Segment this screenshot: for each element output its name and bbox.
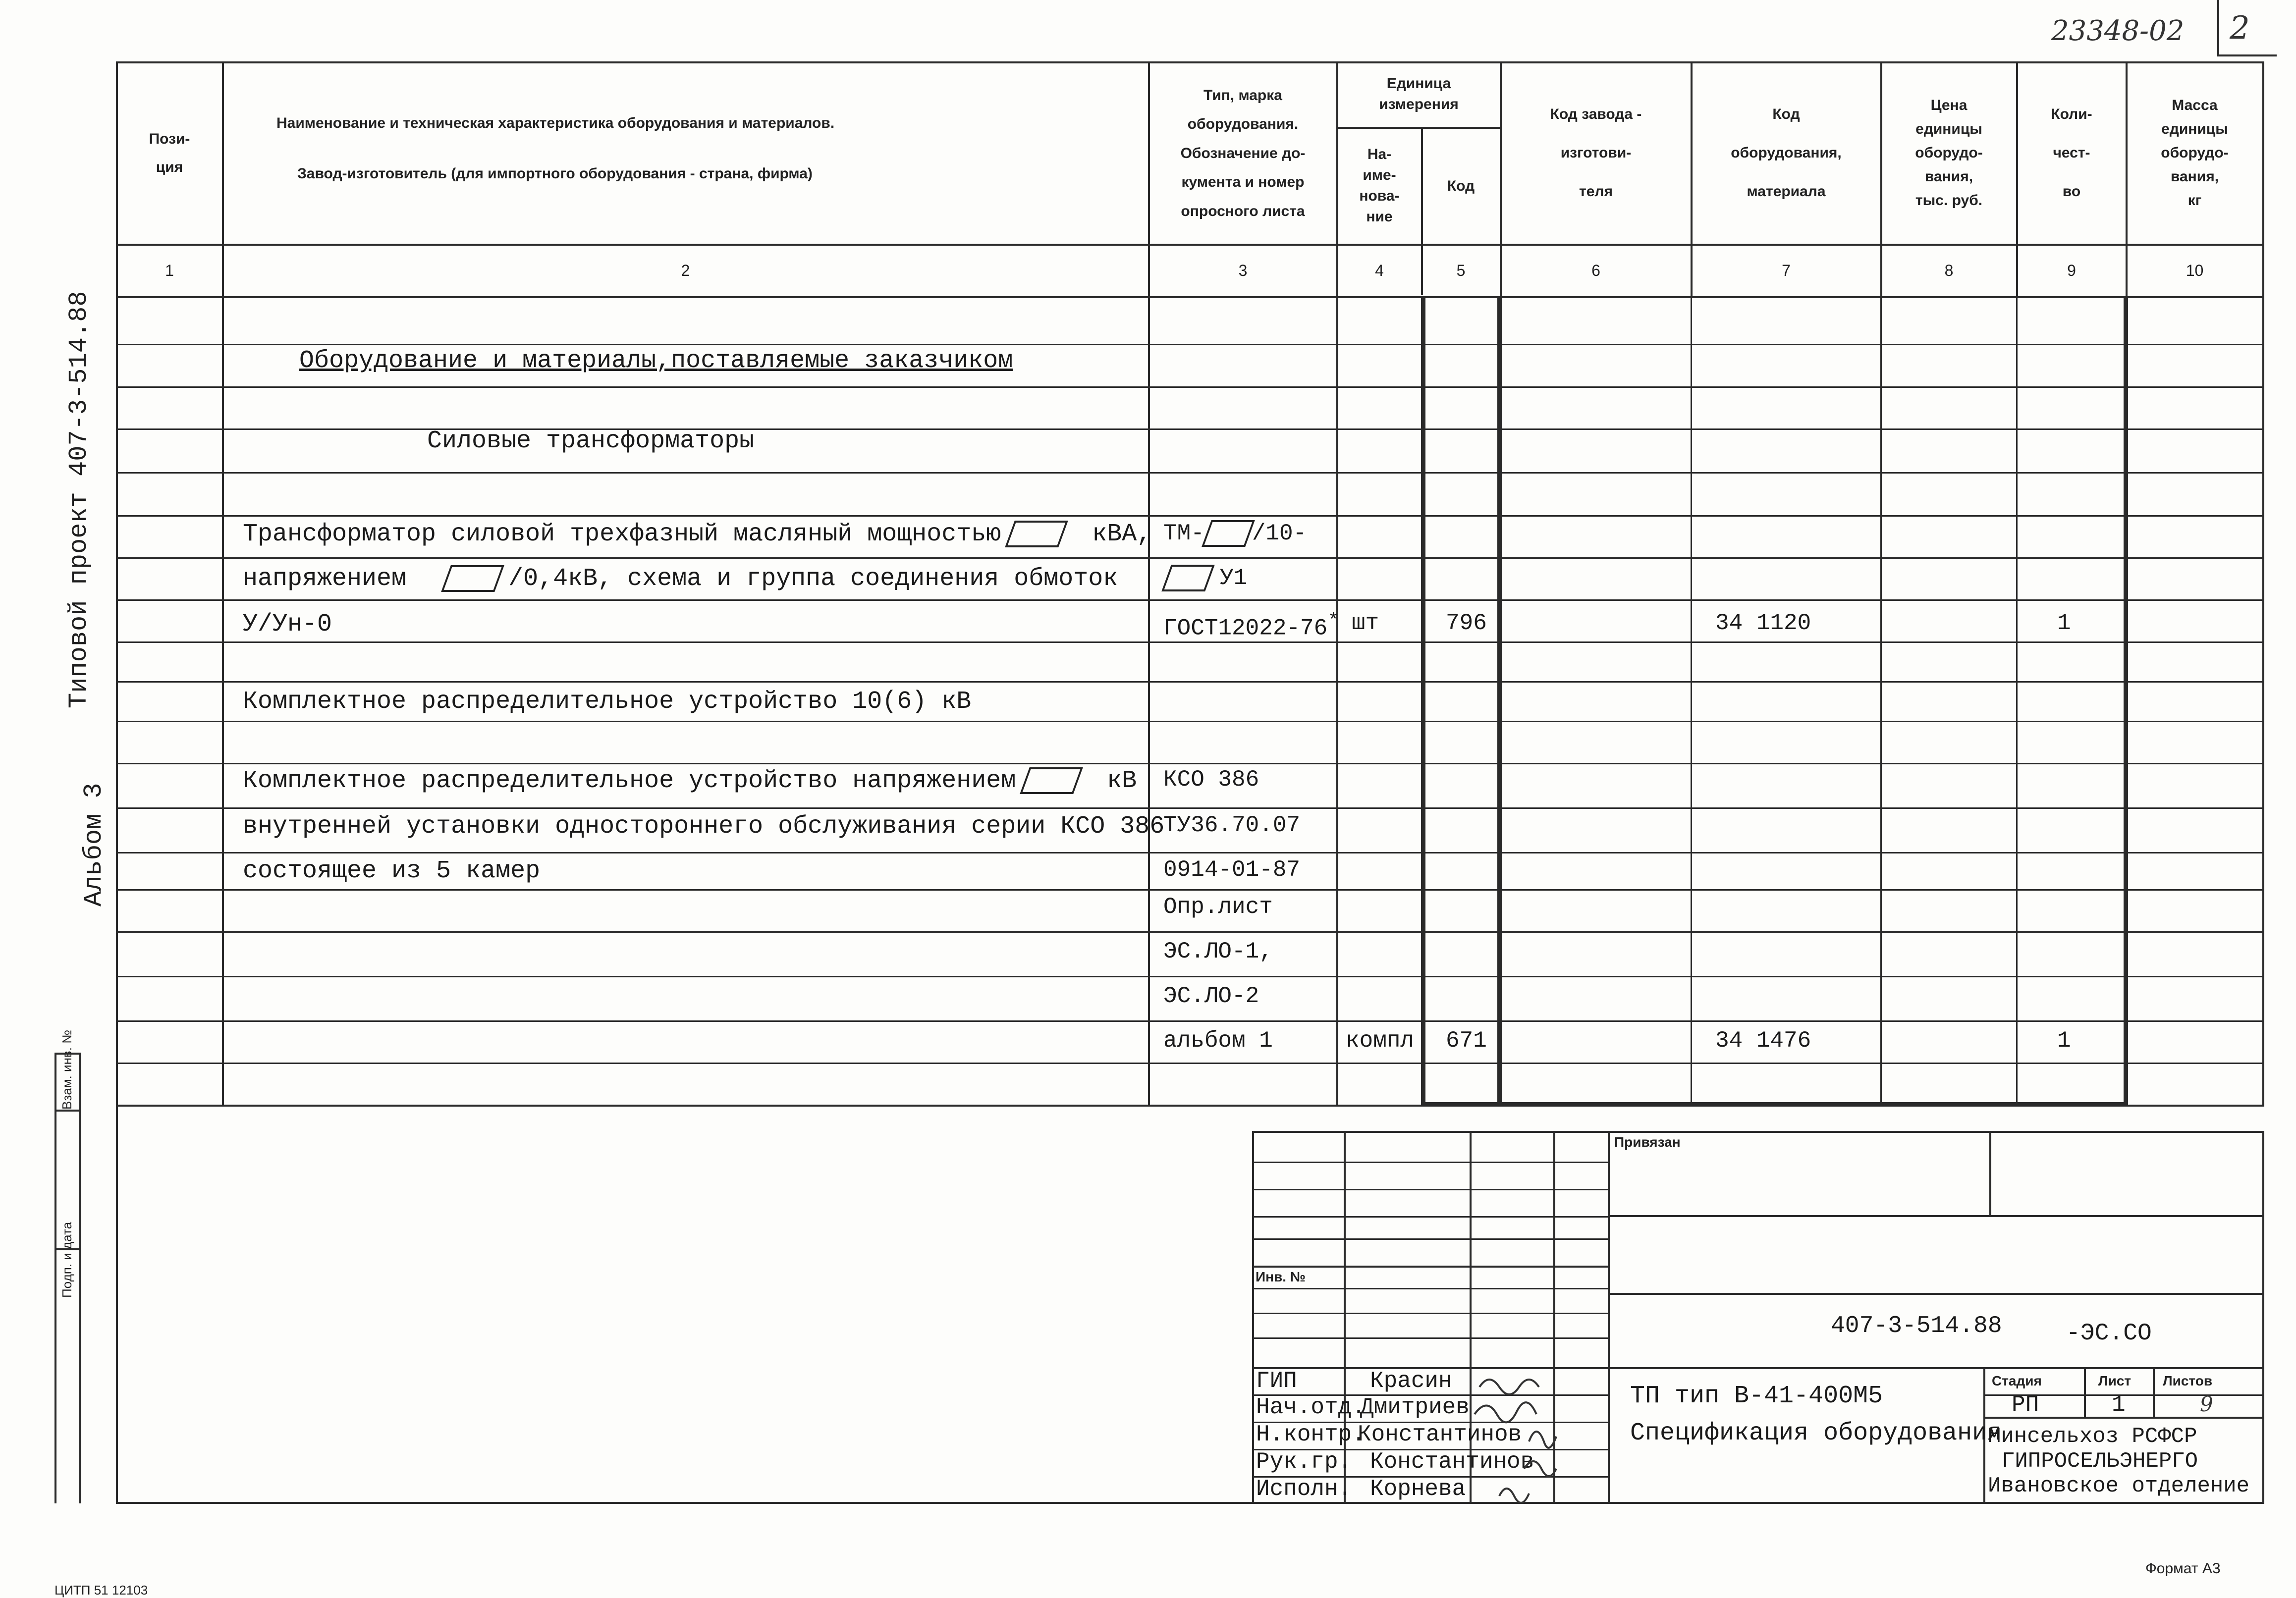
name-korneva: Корнева xyxy=(1370,1476,1466,1502)
header-type: Тип, марка оборудования. Обозначение до- кумента и номер опросного листа xyxy=(1180,87,1306,219)
header-mass: Масса единицы оборудо- вания, кг xyxy=(2161,97,2229,209)
name-konstantinov-2: Константинов xyxy=(1370,1449,1534,1475)
subsection-switchgear: Комплектное распределительное устройство 10(6) кВ xyxy=(243,688,972,716)
stamp-title-2: Спецификация оборудования xyxy=(1630,1419,2002,1447)
doc-suffix: -ЭС.СО xyxy=(2066,1320,2152,1347)
item1-type1: ТМ- /10- xyxy=(1163,521,1307,547)
item2-unit: компл xyxy=(1346,1028,1415,1054)
stage-label: Стадия xyxy=(1992,1373,2042,1388)
role-gip: ГИП xyxy=(1256,1368,1297,1394)
item1-quantity: 1 xyxy=(2057,610,2071,636)
col-number: 4 xyxy=(1375,262,1384,279)
item2-line2: внутренней установки одностороннего обслуживания серии КСО 386 xyxy=(243,812,1165,841)
sheet-number: 2 xyxy=(2230,10,2250,47)
doc-number: 407-3-514.88 xyxy=(1831,1313,2002,1339)
side-inventory-label: Взам. инв. № xyxy=(59,1029,74,1110)
item2-type4: Опр.лист xyxy=(1163,894,1273,920)
header-name-line1: Наименование и техническая характеристика оборудования и материалов. xyxy=(276,115,835,131)
role-norm-control: Н.контр. xyxy=(1256,1422,1366,1447)
stamp-title-1: ТП тип В-41-400М5 xyxy=(1630,1382,1883,1410)
header-position: Пози- ция xyxy=(149,131,190,175)
name-dmitriev: Дмитриев xyxy=(1360,1394,1470,1420)
bottom-code: ЦИТП 51 12103 xyxy=(55,1583,148,1598)
col-number: 10 xyxy=(2186,262,2204,279)
item2-type2: ТУ36.70.07 xyxy=(1163,812,1301,838)
name-konstantinov-1: Константинов xyxy=(1358,1422,1522,1447)
header-unit-group: Единица измерения xyxy=(1379,75,1459,112)
sheets-value: 9 xyxy=(2200,1392,2213,1416)
side-album-label: Альбом 3 xyxy=(79,783,109,906)
item2-type6: ЭС.ЛО-2 xyxy=(1163,983,1259,1009)
item1-line1: Трансформатор силовой трехфазный масляный мощностью кВА, xyxy=(243,520,1152,548)
item1-equipment-code: 34 1120 xyxy=(1715,610,1811,636)
col-number: 2 xyxy=(681,262,690,279)
sheet-label: Лист xyxy=(2098,1373,2132,1388)
role-group-lead: Рук.гр. xyxy=(1256,1449,1352,1475)
header-unit-code: Код xyxy=(1447,177,1475,194)
section-title: Оборудование и материалы,поставляемые заказчиком xyxy=(299,347,1013,375)
item2-type1: КСО 386 xyxy=(1163,767,1259,793)
header-equipment-code: Код оборудования, материала xyxy=(1731,106,1842,200)
sheets-label: Листов xyxy=(2163,1373,2213,1388)
col-number: 5 xyxy=(1456,262,1466,279)
item2-type3: 0914-01-87 xyxy=(1163,857,1301,883)
item2-equipment-code: 34 1476 xyxy=(1715,1028,1811,1054)
item1-unit: шт xyxy=(1352,610,1379,636)
col-number: 7 xyxy=(1782,262,1791,279)
col-number: 1 xyxy=(165,262,174,279)
item2-type5: ЭС.ЛО-1, xyxy=(1163,939,1273,964)
sheet-value: 1 xyxy=(2112,1392,2126,1418)
format-label: Формат А3 xyxy=(2145,1560,2221,1577)
subsection-transformers: Силовые трансформаторы xyxy=(427,427,755,455)
col-number: 6 xyxy=(1591,262,1600,279)
stamp-privyazan: Привязан xyxy=(1614,1134,1681,1150)
item1-type3: ГОСТ12022-76* xyxy=(1163,610,1340,641)
role-dept-head: Нач.отд. xyxy=(1256,1394,1366,1420)
item1-code: 796 xyxy=(1446,610,1487,636)
col-number: 3 xyxy=(1238,262,1248,279)
side-signature-label: Подп. и дата xyxy=(59,1222,74,1298)
item1-line2: напряжением /0,4кВ, схема и группа соединения обмоток xyxy=(243,565,1118,593)
col-number: 8 xyxy=(1944,262,1954,279)
header-price: Цена единицы оборудо- вания, тыс. руб. xyxy=(1915,97,1983,209)
item1-type2: У1 xyxy=(1163,565,1247,591)
item2-line3: состоящее из 5 камер xyxy=(243,857,541,885)
org-institute: ГИПРОСЕЛЬЭНЕРГО xyxy=(2002,1449,2198,1474)
org-branch: Ивановское отделение xyxy=(1988,1474,2250,1498)
header-name-line2: Завод-изготовитель (для импортного оборудования - страна, фирма) xyxy=(297,165,813,182)
sheet-code: 23348-02 xyxy=(2051,15,2185,47)
col-number: 9 xyxy=(2067,262,2076,279)
item2-quantity: 1 xyxy=(2057,1028,2071,1054)
item2-line1: Комплектное распределительное устройство напряжением кВ xyxy=(243,767,1137,795)
item2-code: 671 xyxy=(1446,1028,1487,1054)
header-plant-code: Код завода - изготови- теля xyxy=(1550,106,1642,200)
item1-line3: У/Ун-0 xyxy=(243,610,332,639)
side-project-label: Типовой проект 407-3-514.88 xyxy=(64,291,94,708)
header-unit-name: На- име- нова- ние xyxy=(1359,146,1400,225)
role-executor: Исполн. xyxy=(1256,1476,1352,1502)
signatures xyxy=(1470,1367,1608,1503)
header-quantity: Коли- чест- во xyxy=(2051,106,2092,200)
stage-value: РП xyxy=(2012,1392,2039,1418)
item2-type7: альбом 1 xyxy=(1163,1028,1273,1054)
stamp-inv-label: Инв. № xyxy=(1256,1269,1306,1284)
org-ministry: Минсельхоз РСФСР xyxy=(1988,1424,2197,1449)
name-krasin: Красин xyxy=(1370,1368,1452,1394)
